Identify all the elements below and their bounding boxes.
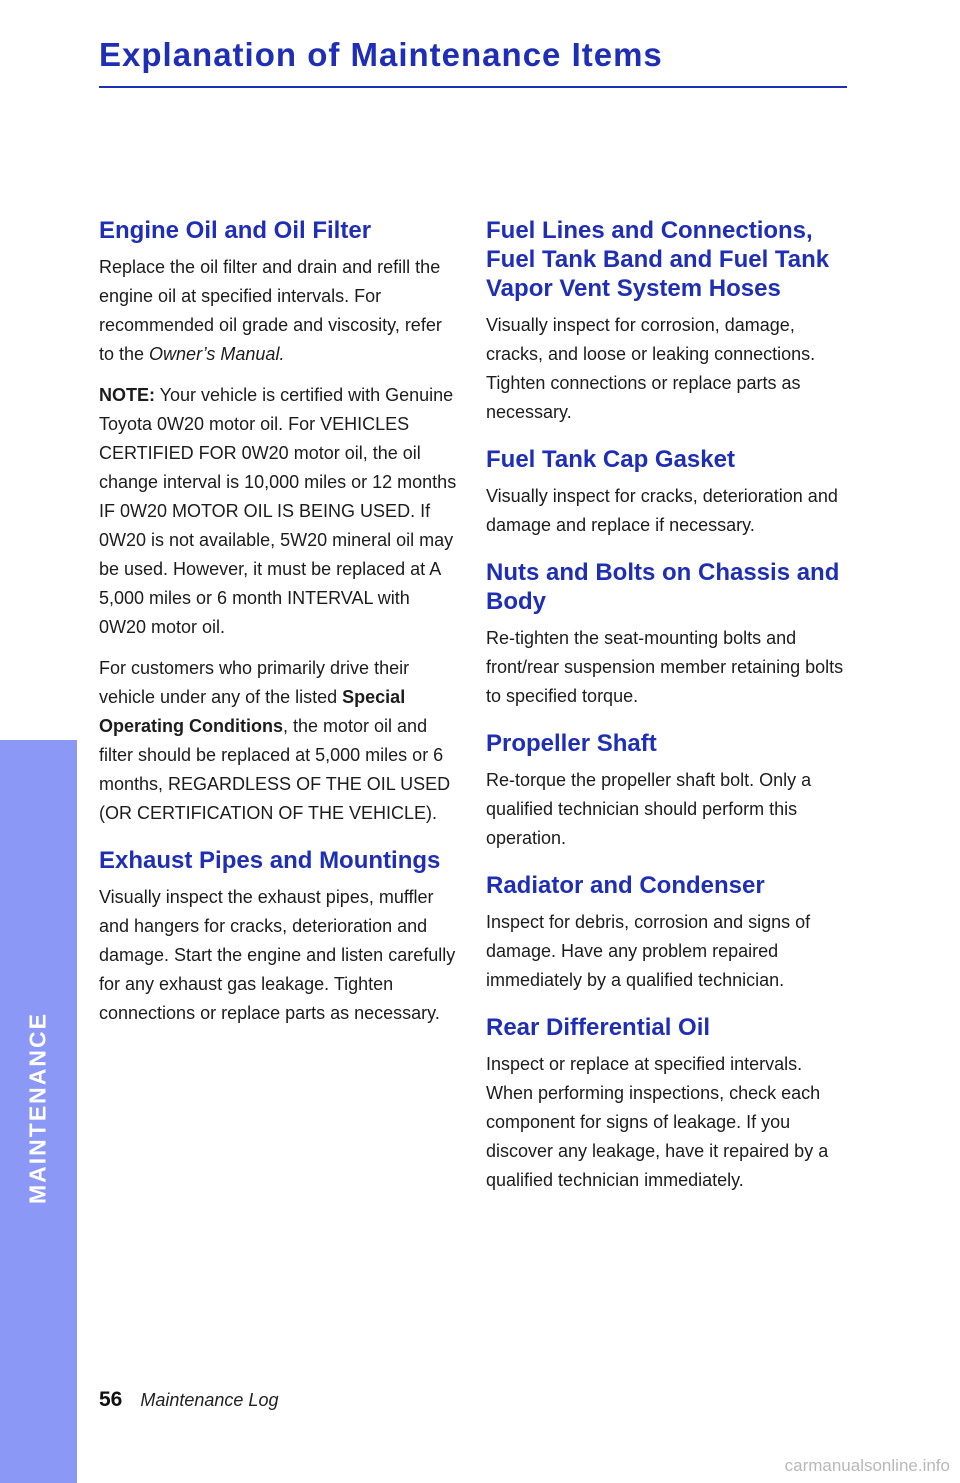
section-heading: Fuel Lines and Connections, Fuel Tank Band and Fuel Tank Vapor Vent System Hoses <box>486 217 830 302</box>
special-conditions-ref: Special Operating Conditions <box>99 687 406 736</box>
section-heading: Rear Differential Oil <box>486 1014 711 1041</box>
footer-label: Maintenance Log <box>140 1390 279 1410</box>
title-divider <box>99 86 847 88</box>
section-fuel-lines <box>486 216 848 427</box>
section-paragraph: Re-tighten the seat-mounting bolts and front/rear suspension member retaining bolts to specified torque. <box>486 628 844 706</box>
section-paragraph: Visually inspect for cracks, deterioration and damage and replace if necessary. <box>486 486 838 535</box>
right-column <box>486 216 848 1213</box>
note-label: NOTE: <box>99 385 155 405</box>
paragraph-text: , the motor oil and filter should be replaced at 5,000 miles or 6 months, REGARDLESS OF THE OIL USED (OR CERTIFICATION OF THE VEHICLE). <box>99 716 451 823</box>
section-engine-oil <box>99 216 461 828</box>
section-heading: Propeller Shaft <box>486 730 657 757</box>
page-title: Explanation of Maintenance Items <box>99 36 663 73</box>
section-paragraph <box>99 253 461 369</box>
section-rear-diff <box>486 1013 848 1195</box>
owners-manual-ref: Owner’s Manual. <box>149 344 285 364</box>
section-heading: Fuel Tank Cap Gasket <box>486 446 735 473</box>
note-text: Your vehicle is certified with Genuine Toyota 0W20 motor oil. For VEHICLES CERTIFIED FOR 0W20 motor oil, the oil change interval is 10,000 miles or 12 months IF 0W20 MOTOR OIL IS BEING USED. If 0W20 is not available, 5W20 mineral oil may be used. However, it must be replaced at A 5,000 miles or 6 month INTERVAL with 0W20 motor oil. <box>99 385 457 637</box>
section-paragraph: Visually inspect for corrosion, damage, cracks, and loose or leaking connections. Tighten connections or replace parts as necessary. <box>486 315 816 422</box>
section-heading: Exhaust Pipes and Mountings <box>99 847 441 874</box>
section-paragraph: Inspect or replace at specified intervals. When performing inspections, check each component for signs of leakage. If you discover any leakage, have it repaired by a qualified technician immediately. <box>486 1054 829 1190</box>
section-paragraph <box>99 654 461 828</box>
watermark: carmanualsonline.info <box>784 1456 950 1475</box>
section-exhaust <box>99 846 461 1028</box>
section-heading: Engine Oil and Oil Filter <box>99 217 372 244</box>
section-heading: Radiator and Condenser <box>486 872 765 899</box>
section-paragraph: Inspect for debris, corrosion and signs of damage. Have any problem repaired immediately by a qualified technician. <box>486 912 811 990</box>
section-heading: Nuts and Bolts on Chassis and Body <box>486 559 840 615</box>
section-nuts-bolts <box>486 558 848 711</box>
paragraph-text: Replace the oil filter and drain and refill the engine oil at specified intervals. For recommended oil grade and viscosity, refer to the <box>99 257 442 364</box>
left-column <box>99 216 461 1046</box>
section-paragraph: Visually inspect the exhaust pipes, muffler and hangers for cracks, deterioration and damage. Start the engine and listen carefully for any exhaust gas leakage. Tighten connections or replace parts as necessary. <box>99 887 456 1023</box>
paragraph-text: For customers who primarily drive their vehicle under any of the listed <box>99 658 410 707</box>
section-fuel-cap <box>486 445 848 540</box>
page-number: 56 <box>99 1388 123 1411</box>
section-propeller <box>486 729 848 853</box>
side-tab-label: MAINTENANCE <box>24 1012 51 1204</box>
section-paragraph: Re-torque the propeller shaft bolt. Only a qualified technician should perform this operation. <box>486 770 812 848</box>
section-radiator <box>486 871 848 995</box>
note-paragraph <box>99 381 461 642</box>
page-footer <box>99 1388 278 1412</box>
